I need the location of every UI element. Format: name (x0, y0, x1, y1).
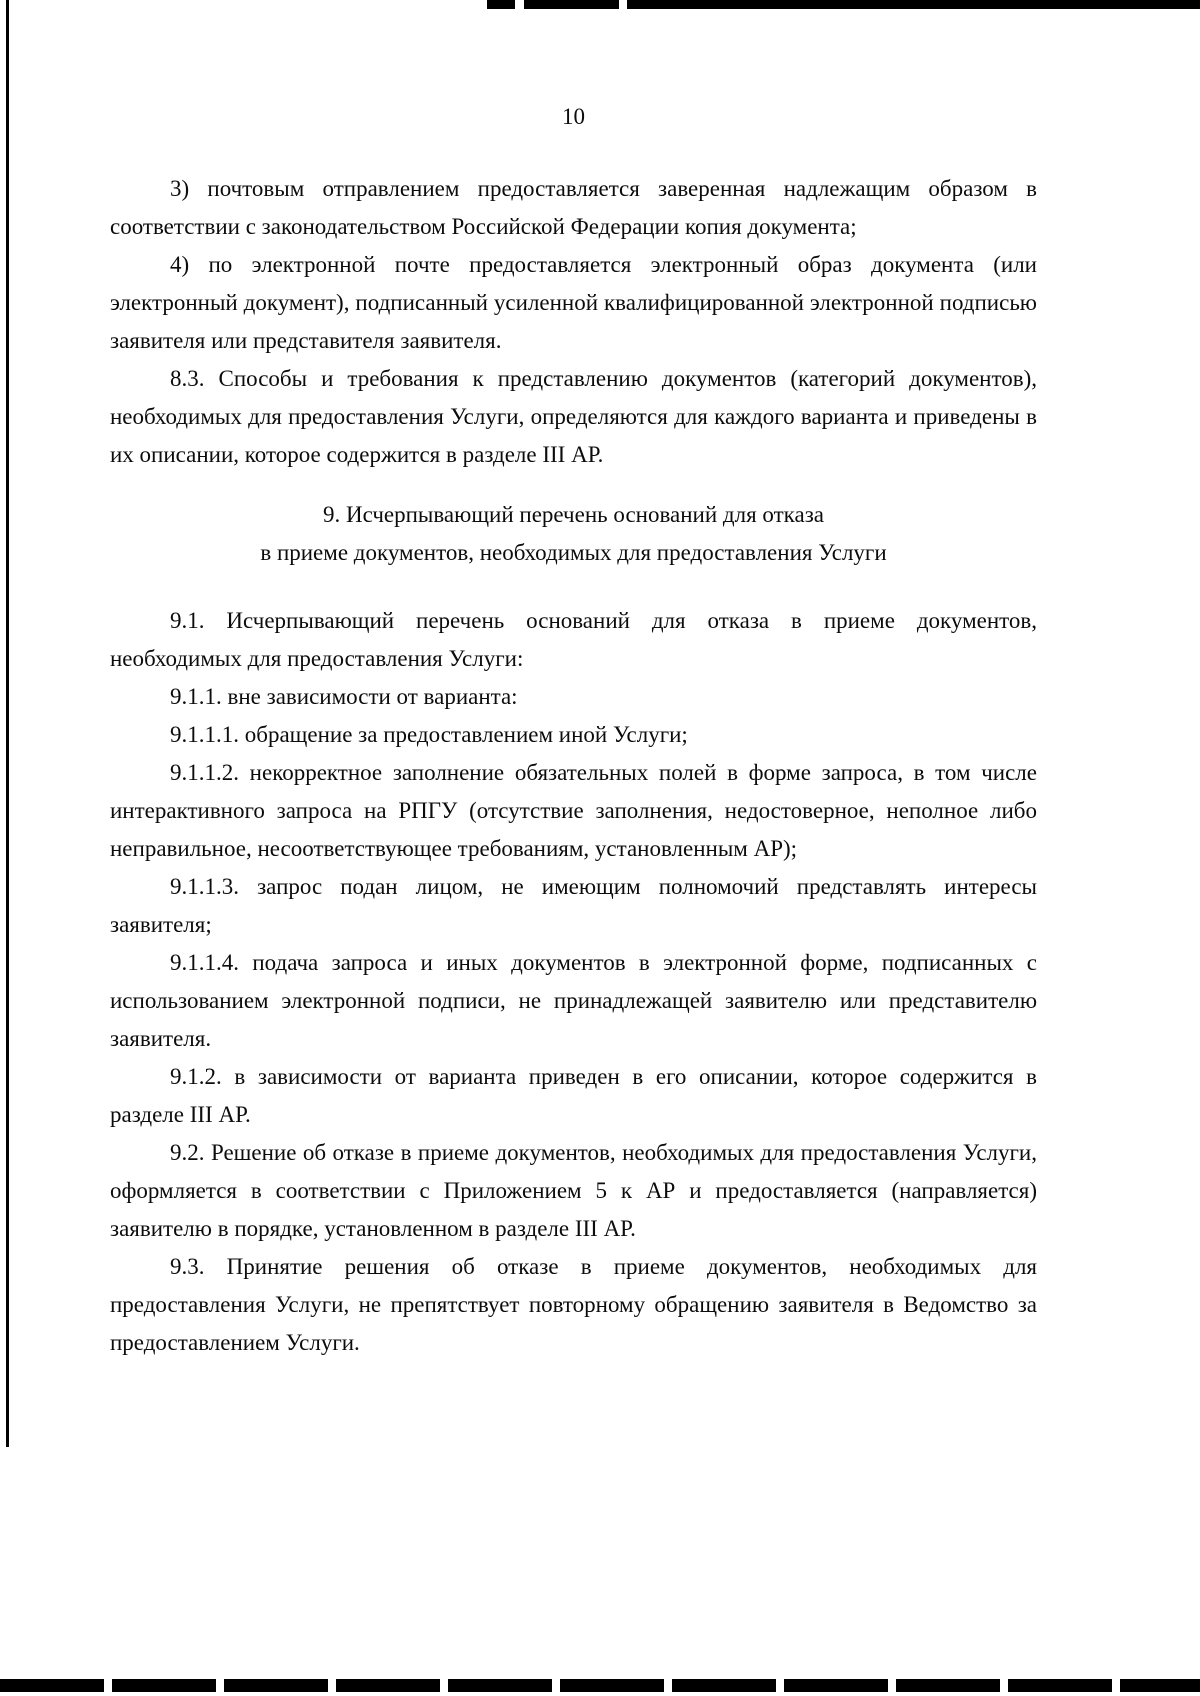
para-9-1-1: 9.1.1. вне зависимости от варианта: (170, 684, 518, 709)
section-9-heading-line-1: 9. Исчерпывающий перечень оснований для отказа (322, 502, 824, 527)
para-9-2: 9.2. Решение об отказе в приеме документов, необходимых для предоставления Услуги, оформляется в соответствии с Приложением 5 к АР и предоставляется (направляется) заявителю в порядке, установленном в разделе III АР. (110, 1140, 1037, 1241)
para-9-1: 9.1. Исчерпывающий перечень оснований для отказа в приеме документов, необходимых для предоставления Услуги: (110, 608, 1037, 671)
para-9-3: 9.3. Принятие решения об отказе в приеме документов, необходимых для предоставления Услуги, не препятствует повторному обращению заявителя в Ведомство за предоставлением Услуги. (110, 1254, 1037, 1355)
para-9-1-1-4: 9.1.1.4. подача запроса и иных документов в электронной форме, подписанных с использованием электронной подписи, не принадлежащей заявителю или представителю заявителя. (110, 950, 1037, 1051)
page-number: 10 (562, 104, 585, 129)
para-item-4-email: 4) по электронной почте предоставляется электронный образ документа (или электронный документ), подписанный усиленной квалифицированной электронной подписью заявителя или представителя заявителя. (110, 252, 1037, 353)
scan-artifact-bottom-bar (0, 1679, 1200, 1692)
para-9-1-1-1: 9.1.1.1. обращение за предоставлением иной Услуги; (170, 722, 688, 747)
scan-artifact-left-line (6, 0, 9, 1447)
para-9-1-1-2: 9.1.1.2. некорректное заполнение обязательных полей в форме запроса, в том числе интерактивного запроса на РПГУ (отсутствие заполнения, недостоверное, неполное либо неправильное, несоответствующее требованиям, установленным АР); (110, 760, 1037, 861)
scan-artifact-top-bar (487, 0, 1200, 9)
para-9-1-1-3: 9.1.1.3. запрос подан лицом, не имеющим полномочий представлять интересы заявителя; (110, 874, 1037, 937)
para-8-3: 8.3. Способы и требования к представлению документов (категорий документов), необходимых для предоставления Услуги, определяются для каждого варианта и приведены в их описании, которое содержится в разделе III АР. (110, 366, 1037, 467)
section-9-heading (110, 496, 1037, 572)
para-item-3-postal: 3) почтовым отправлением предоставляется заверенная надлежащим образом в соответствии с законодательством Российской Федерации копия документа; (110, 176, 1037, 239)
section-9-heading-line-2: в приеме документов, необходимых для предоставления Услуги (260, 540, 887, 565)
para-9-1-2: 9.1.2. в зависимости от варианта приведен в его описании, которое содержится в разделе III АР. (110, 1064, 1037, 1127)
